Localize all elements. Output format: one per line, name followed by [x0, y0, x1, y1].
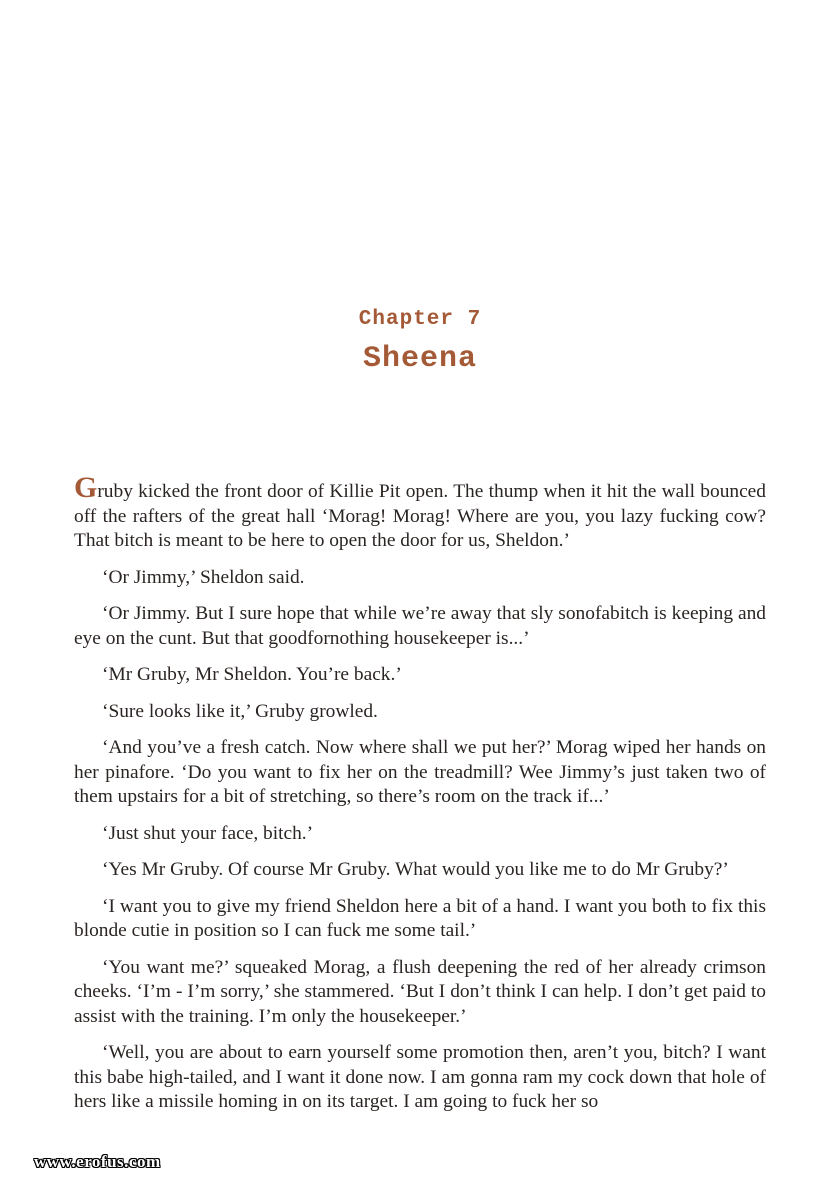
paragraph-10: ‘You want me?’ squeaked Morag, a flush deepening the red of her already crimson cheeks. ‘I’m - I’m sorry,’ she stammered. ‘But I don’t think I can help. I don’t get paid to assist with the training. I’m only the housekeeper.’	[74, 956, 766, 1027]
paragraph-7: ‘Just shut your face, bitch.’	[102, 822, 314, 844]
chapter-number: Chapter 7	[358, 308, 482, 331]
site-watermark: www.erofus.com	[34, 1152, 161, 1171]
drop-cap: G	[74, 471, 98, 504]
paragraph-11: ‘Well, you are about to earn yourself some promotion then, aren’t you, bitch? I want this babe high-tailed, and I want it done now. I am gonna ram my cock down that hole of hers like a missile homing in on its target. I am going to fuck her so	[74, 1042, 766, 1112]
chapter-heading	[0, 306, 840, 380]
paragraph-1	[74, 471, 766, 554]
paragraph-2: ‘Or Jimmy,’ Sheldon said.	[102, 566, 305, 588]
chapter-title: Sheena	[362, 342, 478, 376]
paragraph-5: ‘Sure looks like it,’ Gruby growled.	[102, 700, 378, 722]
paragraph-9: ‘I want you to give my friend Sheldon here a bit of a hand. I want you both to fix this blonde cutie in position so I can fuck me some tail.’	[74, 895, 766, 941]
chapter-body	[74, 471, 766, 1127]
paragraph-3: ‘Or Jimmy. But I sure hope that while we’re away that sly sonofabitch is keeping and eye on the cunt. But that goodfornothing housekeeper is...’	[74, 603, 766, 649]
paragraph-6: ‘And you’ve a fresh catch. Now where shall we put her?’ Morag wiped her hands on her pinafore. ‘Do you want to fix her on the treadmill? Wee Jimmy’s just taken two of them upstairs for a bit of stretching, so there’s room on the track if...’	[74, 737, 766, 807]
paragraph-8: ‘Yes Mr Gruby. Of course Mr Gruby. What would you like me to do Mr Gruby?’	[102, 859, 729, 880]
paragraph-4: ‘Mr Gruby, Mr Sheldon. You’re back.’	[102, 664, 402, 685]
paragraph-text: ruby kicked the front door of Killie Pit open. The thump when it hit the wall bounced off the rafters of the great hall ‘Morag! Morag! Where are you, you lazy fucking cow? That bitch is meant to be here to open the door for us, Sheldon.’	[74, 481, 766, 551]
